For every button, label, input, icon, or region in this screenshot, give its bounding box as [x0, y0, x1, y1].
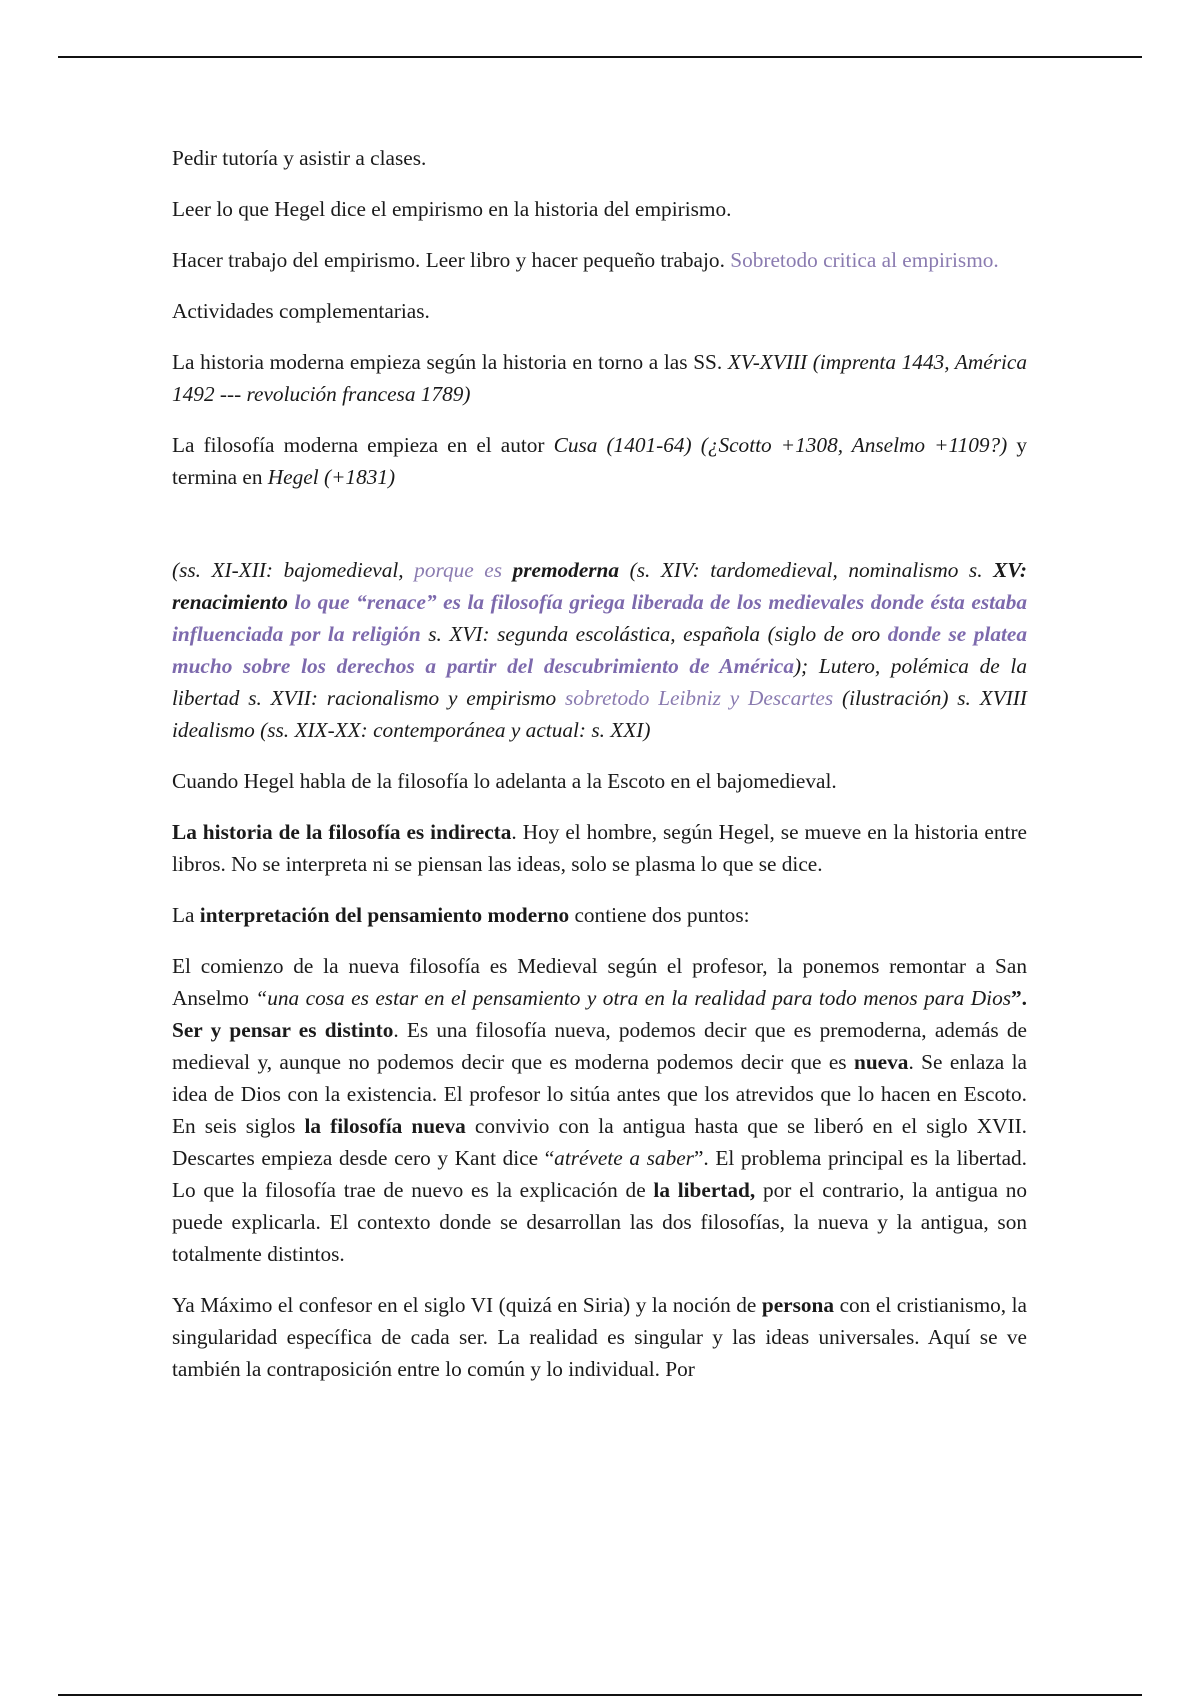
paragraph: Hacer trabajo del empirismo. Leer libro y hacer pequeño trabajo. Sobretodo critica al empirismo. [172, 248, 999, 272]
highlight-note: Sobretodo critica al empirismo. [730, 248, 999, 272]
paragraph: La interpretación del pensamiento moderno contiene dos puntos: [172, 903, 750, 927]
paragraph: El comienzo de la nueva filosofía es Medieval según el profesor, la ponemos remontar a San Anselmo “una cosa es estar en el pensamiento y otra en la realidad para todo menos para Dios”. Ser y pensar es distinto. Es una filosofía nueva, podemos decir que es premoderna, además de medieval y, aunque no podemos decir que es moderna podemos decir que es nueva. Se enlaza la idea de Dios con la existencia. El profesor lo sitúa antes que los atrevidos que lo hacen en Escoto. En seis siglos la filosofía nueva convivio con la antigua hasta que se liberó en el siglo XVII. Descartes empieza desde cero y Kant dice “atrévete a saber”. El problema principal es la libertad. Lo que la filosofía trae de nuevo es la explicación de la libertad, por el contrario, la antigua no puede explicarla. El contexto donde se desarrollan las dos filosofías, la nueva y la antigua, son totalmente distintos. [172, 954, 1028, 1266]
paragraph: La filosofía moderna empieza en el autor Cusa (1401-64) (¿Scotto +1308, Anselmo +1109?) y termina en Hegel (+1831) [172, 433, 1027, 489]
paragraph-periods: (ss. XI-XII: bajomedieval, porque es premoderna (s. XIV: tardomedieval, nominalismo s. XV: renacimiento lo que “renace” es la filosofía griega liberada de los medievales donde ésta estaba influenciada por la religión s. XVI: segunda escolástica, española (siglo de oro donde se platea mucho sobre los derechos a partir del descubrimiento de América); Lutero, polémica de la libertad s. XVII: racionalismo y empirismo sobretodo Leibniz y Descartes (ilustración) s. XVIII idealismo (ss. XIX-XX: contemporánea y actual: s. XXI) [172, 558, 1028, 742]
paragraph: Ya Máximo el confesor en el siglo VI (quizá en Siria) y la noción de persona con el cristianismo, la singularidad específica de cada ser. La realidad es singular y las ideas universales. Aquí se ve también la contraposición entre lo común y lo individual. Por [172, 1293, 1028, 1381]
document-body [172, 142, 1027, 1404]
paragraph: La historia de la filosofía es indirecta. Hoy el hombre, según Hegel, se mueve en la historia entre libros. No se interpreta ni se piensan las ideas, solo se plasma lo que se dice. [172, 820, 1027, 876]
paragraph: La historia moderna empieza según la historia en torno a las SS. XV-XVIII (imprenta 1443, América 1492 --- revolución francesa 1789) [172, 350, 1027, 406]
footer-rule [58, 1694, 1142, 1696]
paragraph: Actividades complementarias. [172, 299, 430, 323]
paragraph: Leer lo que Hegel dice el empirismo en la historia del empirismo. [172, 197, 732, 221]
paragraph: Cuando Hegel habla de la filosofía lo adelanta a la Escoto en el bajomedieval. [172, 769, 837, 793]
header-rule [58, 56, 1142, 58]
blank-space [172, 512, 1027, 554]
paragraph: Pedir tutoría y asistir a clases. [172, 146, 427, 170]
